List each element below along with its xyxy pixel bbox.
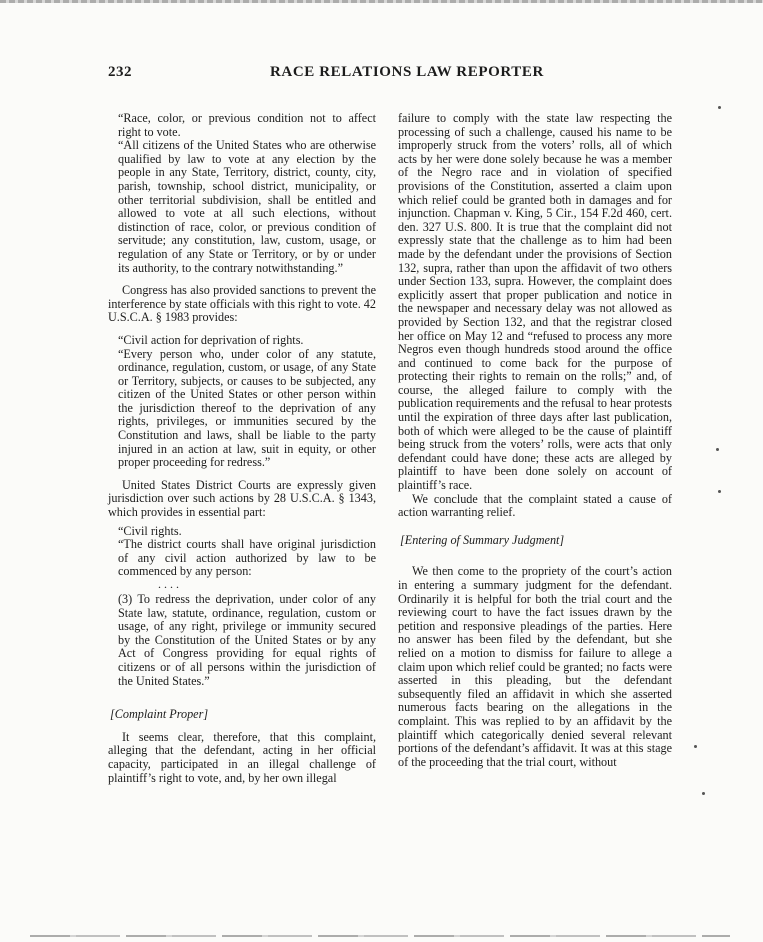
left-column	[108, 112, 376, 785]
body-paragraph: Congress has also provided sanctions to prevent the interference by state officials with this right to vote. 42 U.S.C.A. § 1983 provides:	[108, 283, 376, 325]
quote-fifteenth-amendment-statute	[108, 112, 376, 275]
section-heading-complaint-proper: [Complaint Proper]	[110, 707, 209, 722]
quote-paragraph: “The district courts shall have original jurisdiction of any civil action authorized by law to be commenced by any person:	[118, 537, 376, 579]
quote-paragraph: “Civil action for deprivation of rights.	[118, 332, 304, 347]
quote-paragraph: (3) To redress the deprivation, under color of any State law, statute, ordinance, regulation, custom or usage, of any right, privilege or immunity secured by the Constitution of the United States or by any Act of Congress providing for equal rights of citizens or of all persons within the jurisdiction of the United States.”	[118, 592, 376, 688]
section-heading-summary-judgment: [Entering of Summary Judgment]	[400, 532, 565, 547]
body-paragraph: United States District Courts are expressly given jurisdiction over such actions by 28 U.S.C.A. § 1343, which provides in essential part:	[108, 477, 376, 520]
scan-speck	[716, 448, 719, 451]
scan-speck	[702, 792, 705, 795]
body-paragraph: We then come to the propriety of the court’s action in entering a summary judgment for the defendant. Ordinarily it is helpful for both the trial court and the reviewing court to have the fact issues drawn by the petition and responsive pleadings of the parties. Here no answer has been filed by the defendant, but she relied on a motion to dismiss for failure to allege a claim upon which relief could be granted; no facts were asserted in this pleading, but the defendant subsequently filed an affidavit in which she asserted numerous facts bearing on the allegations in the complaint. This was replied to by an affidavit by the plaintiff which categorically denied several relevant portions of the defendant’s affidavit. It was at this stage of the proceeding that the trial court, without	[398, 564, 672, 769]
quote-section-1343	[108, 525, 376, 689]
running-head-title: RACE RELATIONS LAW REPORTER	[270, 64, 544, 80]
page-number: 232	[108, 64, 132, 80]
quote-paragraph: “Race, color, or previous condition not to affect right to vote.	[118, 111, 376, 139]
scan-speck	[718, 106, 721, 109]
scan-speck	[694, 745, 697, 748]
scan-edge-bottom	[30, 935, 730, 937]
right-column	[398, 112, 672, 769]
page-header	[0, 64, 763, 84]
body-paragraph: failure to comply with the state law respecting the processing of such a challenge, caused his name to be improperly struck from the voters’ rolls, all of which acts by her were done solely because he was a member of the Negro race and in violation of specified provisions of the Constitution, asserted a claim upon which relief could be granted both in damages and for injunction. Chapman v. King, 5 Cir., 154 F.2d 460, cert. den. 327 U.S. 800. It is true that the complaint did not expressly state that the challenge as to him had been made by the defendant under the provisions of Section 132, supra, rather than upon the affidavit of two others under Section 133, supra. However, the complaint does explicitly assert that proper publication and notice in the newspaper and necessary delay was not allowed as provided by Section 132, and that the registrar closed her office on May 12 and “refused to process any more Negros even though hundreds stood around the office and continued to come back for the purpose of protecting their rights to remain on the rolls;” and, of course, the alleged failure to comply with the publication requirements and the refusal to hear protests until the expiration of three days after last publication, both of which were alleged to be the cause of plaintiff being struck from the voters’ rolls, were acts that only defendant could have done; these acts are alleged by plaintiff to have been done solely on account of plaintiff’s race.	[398, 111, 672, 493]
scan-edge-top	[0, 0, 763, 3]
scan-speck	[718, 490, 721, 493]
quote-paragraph: “Every person who, under color of any statute, ordinance, regulation, custom, or usage, of any State or Territory, subjects, or causes to be subjected, any citizen of the United States or other person within the jurisdiction thereof to the deprivation of any rights, privileges, or immunities secured by the Constitution and laws, shall be liable to the party injured in an action at law, suit in equity, or other proper proceeding for redress.”	[118, 346, 376, 470]
quote-paragraph: “Civil rights.	[118, 523, 182, 538]
quote-section-1983	[108, 334, 376, 470]
body-paragraph: We conclude that the complaint stated a cause of action warranting relief.	[398, 491, 672, 520]
body-paragraph: It seems clear, therefore, that this complaint, alleging that the defendant, acting in her official capacity, participated in an illegal challenge of plaintiff’s right to vote, and, by her own illegal	[108, 729, 376, 785]
quote-ellipsis: . . . .	[158, 577, 179, 591]
quote-paragraph: “All citizens of the United States who are otherwise qualified by law to vote at any election by the people in any State, Territory, district, county, city, parish, township, school district, municipality, or other territorial subdivision, shall be entitled and allowed to vote at all such elections, without distinction of race, color, or previous condition of servitude; any constitution, law, custom, usage, or regulation of any State or Territory, or by or under its authority, to the contrary notwithstanding.”	[118, 138, 376, 275]
